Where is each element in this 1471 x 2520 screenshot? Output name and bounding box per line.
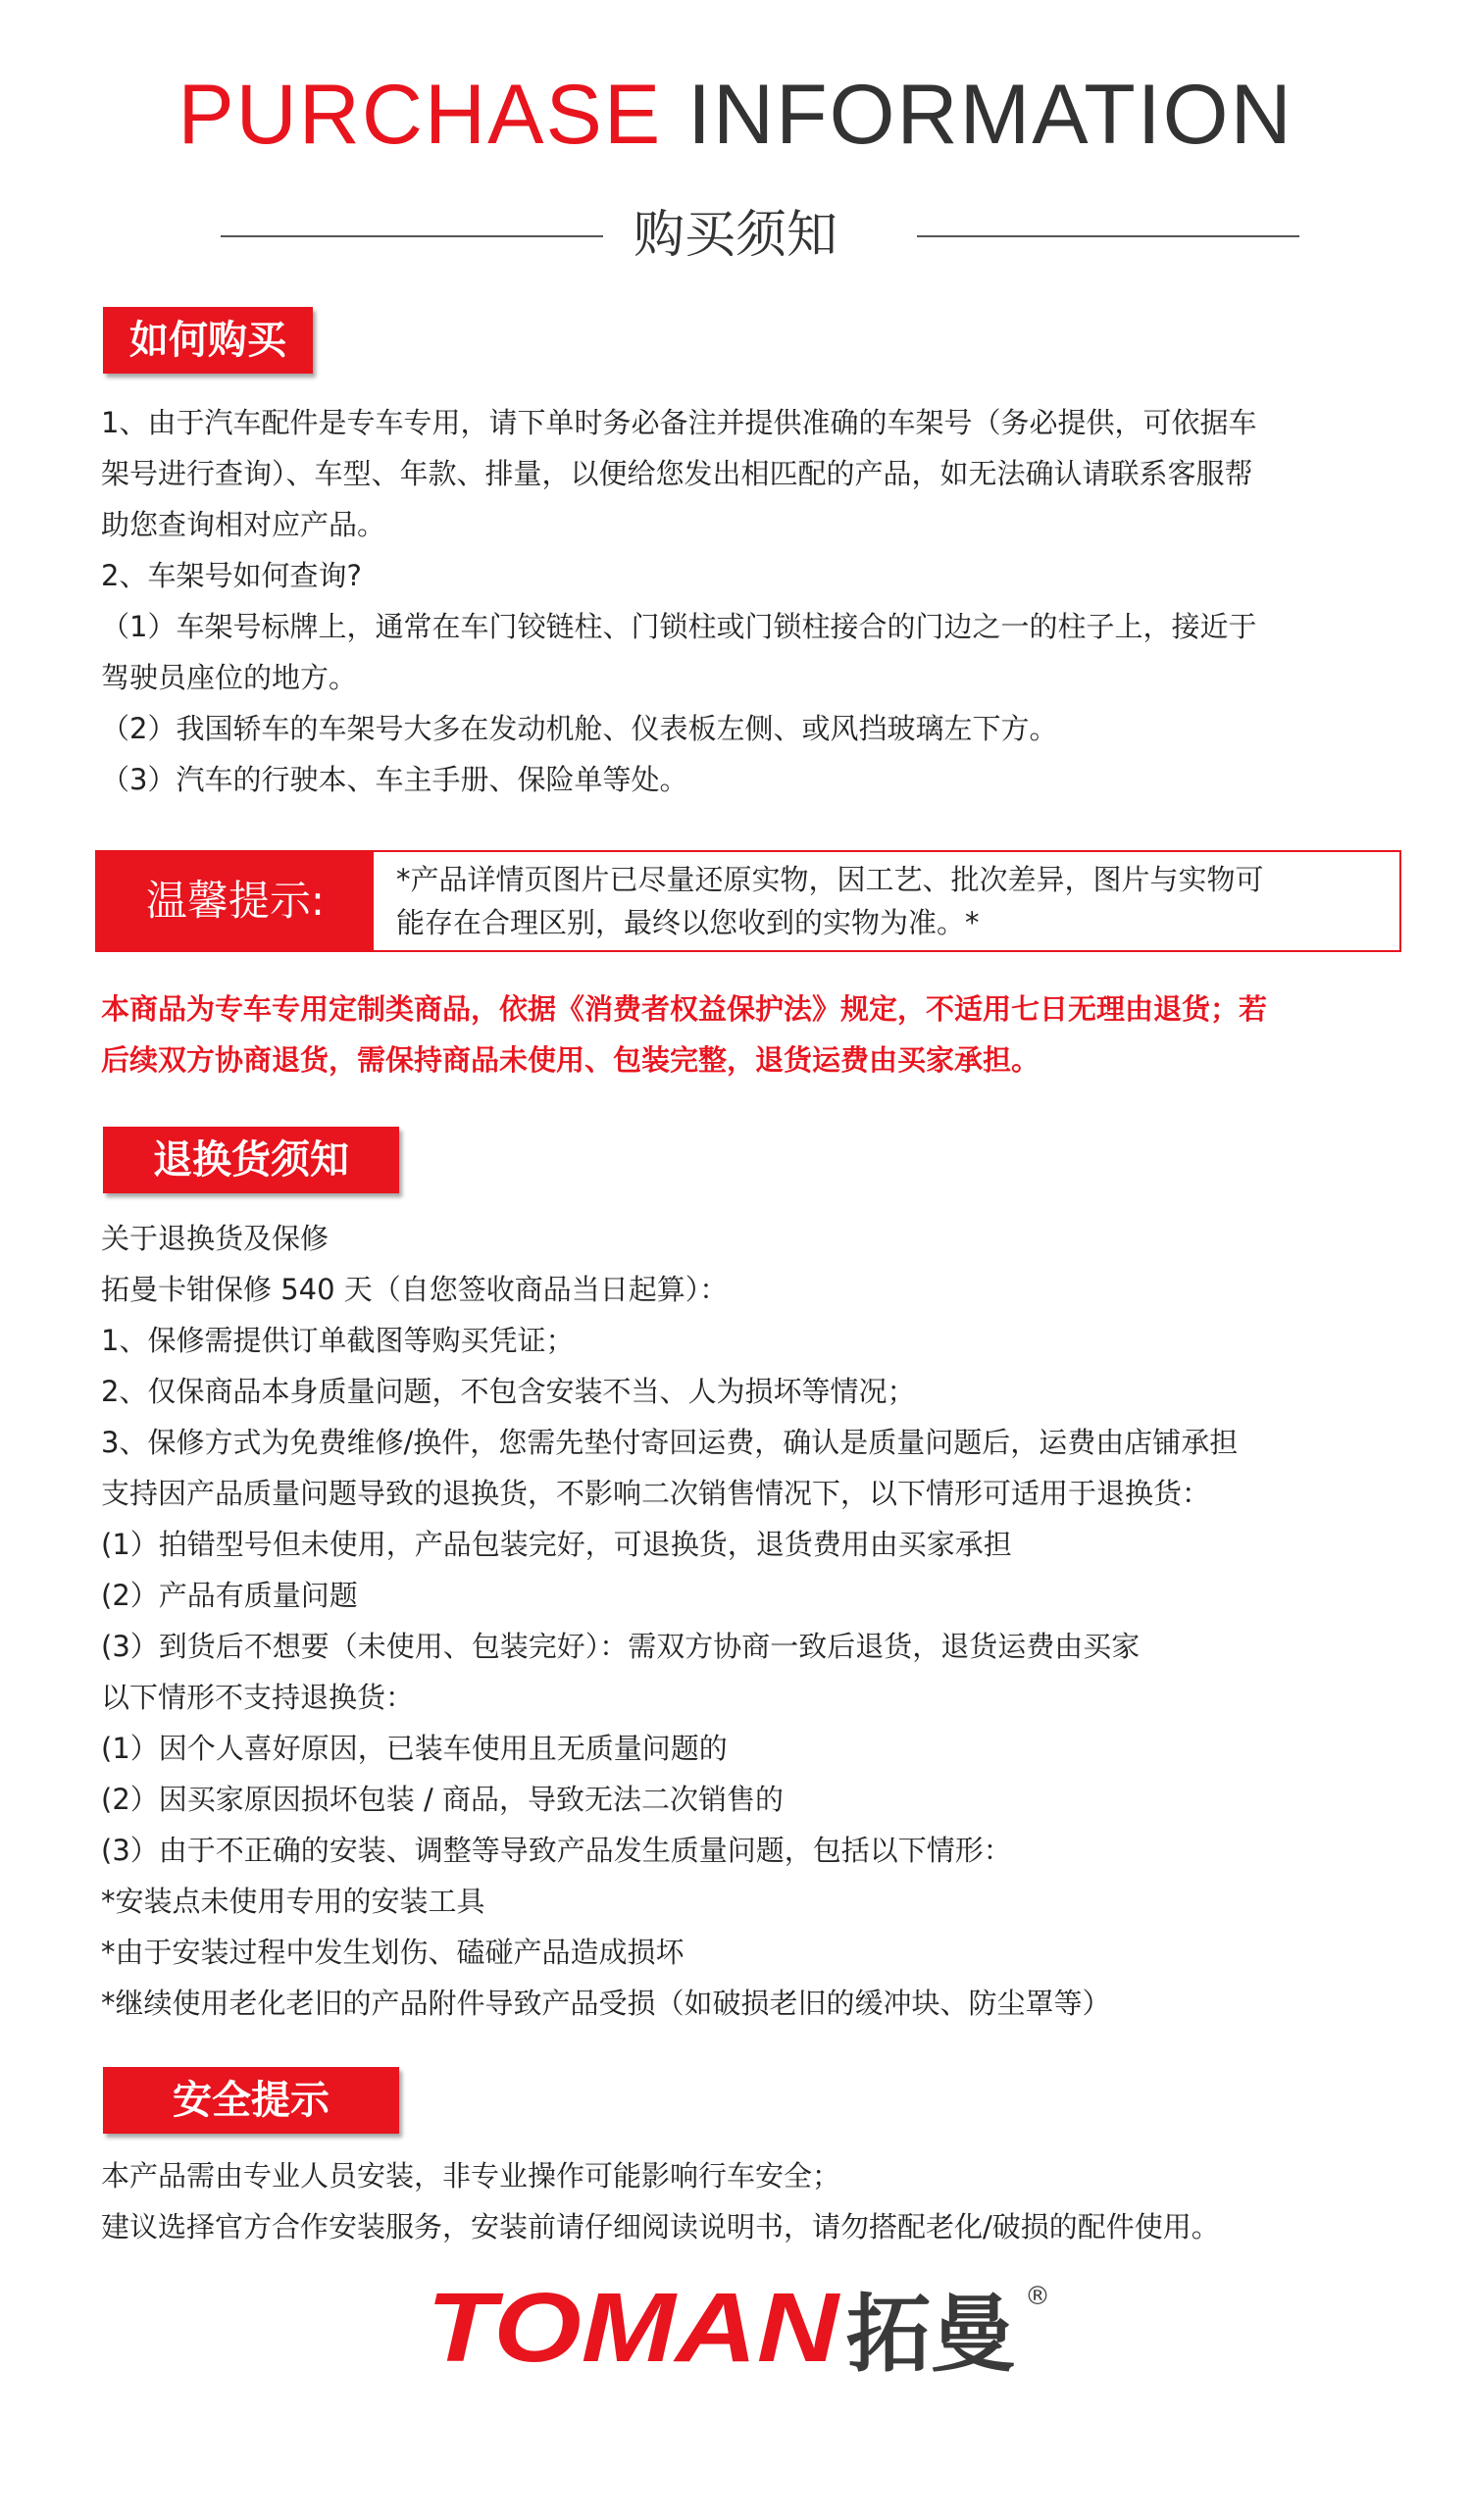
- toman-logo: [427, 2275, 1064, 2383]
- title-dark-part: INFORMATION: [687, 68, 1293, 162]
- text-line: (2）产品有质量问题: [101, 1579, 358, 1612]
- text-line: 后续双方协商退货，需保持商品未使用、包装完整，退货运费由买家承担。: [101, 1043, 1040, 1077]
- text-line: 1、保修需提供订单截图等购买凭证；: [101, 1324, 575, 1357]
- logo-cn-text: 拓曼: [846, 2286, 1015, 2383]
- text-line: *由于安装过程中发生划伤、磕碰产品造成损坏: [101, 1936, 685, 1969]
- page-title: [0, 61, 1471, 169]
- text-line: （2）我国轿车的车架号大多在发动机舱、仪表板左侧、或风挡玻璃左下方。: [101, 712, 1058, 745]
- text-line: （3）汽车的行驶本、车主手册、保险单等处。: [101, 763, 688, 796]
- warm-tip-label: 温馨提示:: [97, 852, 374, 950]
- warm-tip-text: [396, 858, 1387, 944]
- logo-registered-mark: ®: [1025, 2282, 1050, 2311]
- section-badge-safety: 安全提示: [103, 2067, 399, 2134]
- warm-tip-box: [95, 850, 1401, 952]
- returns-text: [101, 1213, 1395, 2029]
- text-line: 以下情形不支持退换货：: [101, 1681, 415, 1714]
- subtitle-row: [0, 196, 1471, 275]
- text-line: (2）因买家原因损坏包装 / 商品，导致无法二次销售的: [101, 1783, 784, 1816]
- page-subtitle: 购买须知: [633, 206, 837, 265]
- section-badge-how-to-buy: 如何购买: [103, 307, 313, 374]
- text-line: (1）因个人喜好原因，已装车使用且无质量问题的: [101, 1732, 728, 1765]
- text-line: (3）到货后不想要（未使用、包装完好）：需双方协商一致后退货，退货运费由买家: [101, 1630, 1141, 1663]
- text-line: (1）拍错型号但未使用，产品包装完好，可退换货，退货费用由买家承担: [101, 1528, 1012, 1561]
- text-line: 架号进行查询）、车型、年款、排量，以便给您发出相匹配的产品，如无法确认请联系客服帮: [101, 457, 1253, 490]
- text-line: 支持因产品质量问题导致的退换货，不影响二次销售情况下，以下情形可适用于退换货：: [101, 1477, 1211, 1510]
- how-to-buy-text: [101, 397, 1395, 805]
- text-line: 本商品为专车专用定制类商品，依据《消费者权益保护法》规定，不适用七日无理由退货；若: [101, 992, 1268, 1026]
- text-line: 本产品需由专业人员安装，非专业操作可能影响行车安全；: [101, 2159, 841, 2192]
- safety-text: [101, 2150, 1395, 2252]
- text-line: 2、仅保商品本身质量问题，不包含安装不当、人为损坏等情况；: [101, 1375, 916, 1408]
- text-line: 驾驶员座位的地方。: [101, 661, 358, 694]
- text-line: *产品详情页图片已尽量还原实物，因工艺、批次差异，图片与实物可: [396, 863, 1264, 896]
- text-line: 2、车架号如何查询?: [101, 559, 362, 592]
- text-line: 能存在合理区别，最终以您收到的实物为准。*: [396, 906, 980, 939]
- logo-latin-text: TOMAN: [427, 2275, 841, 2383]
- text-line: 1、由于汽车配件是专车专用，请下单时务必备注并提供准确的车架号（务必提供，可依据车: [101, 406, 1257, 439]
- text-line: 3、保修方式为免费维修/换件，您需先垫付寄回运费，确认是质量问题后，运费由店铺承担: [101, 1426, 1239, 1459]
- text-line: *继续使用老化老旧的产品附件导致产品受损（如破损老旧的缓冲块、防尘罩等）: [101, 1987, 1111, 2020]
- text-line: 建议选择官方合作安装服务，安装前请仔细阅读说明书，请勿搭配老化/破损的配件使用。: [101, 2210, 1220, 2243]
- section-badge-returns: 退换货须知: [103, 1127, 399, 1193]
- text-line: 关于退换货及保修: [101, 1222, 330, 1255]
- text-line: 拓曼卡钳保修 540 天（自您签收商品当日起算）：: [101, 1273, 729, 1306]
- custom-product-notice: [101, 983, 1405, 1085]
- text-line: (3）由于不正确的安装、调整等导致产品发生质量问题，包括以下情形：: [101, 1834, 1012, 1867]
- title-red-part: PURCHASE: [178, 68, 663, 162]
- text-line: 助您查询相对应产品。: [101, 508, 386, 541]
- divider-right: [917, 235, 1299, 237]
- text-line: *安装点未使用专用的安装工具: [101, 1885, 485, 1918]
- text-line: （1）车架号标牌上，通常在车门铰链柱、门锁柱或门锁柱接合的门边之一的柱子上，接近于: [101, 610, 1257, 643]
